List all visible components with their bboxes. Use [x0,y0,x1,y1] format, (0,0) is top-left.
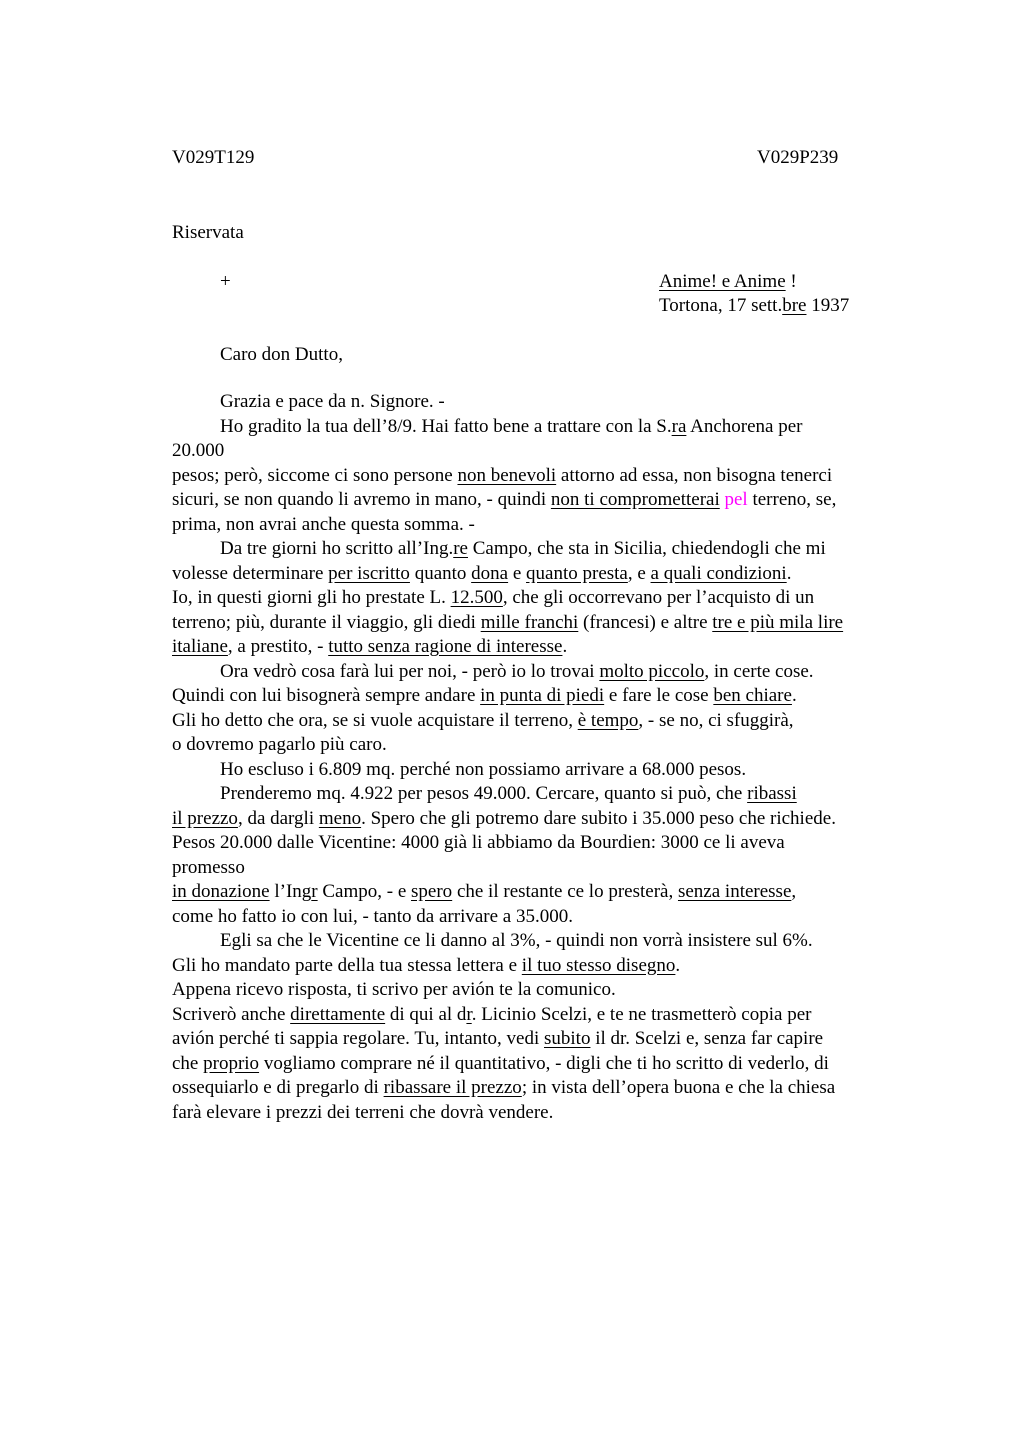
underlined-text: direttamente [290,1003,386,1025]
text-run: avión perché ti sappia regolare. Tu, intanto, vedi [172,1028,544,1049]
text-run: . Licinio Scelzi, e te ne trasmetterò copia per [471,1003,812,1025]
underlined-text: re [453,538,468,559]
underlined-text: ben chiare [713,685,792,706]
underlined-text: dona [471,562,509,584]
text-run: che il restante ce lo presterà, [452,881,678,902]
text-run: come ho fatto io con lui, - tanto da arrivare a 35.000. [172,905,573,927]
text-run: Scriverò anche [172,1003,291,1025]
body-line [172,1052,912,1077]
text-run: e fare le cose [604,685,714,706]
text-run: o dovremo pagarlo più caro. [172,734,387,755]
body-line [172,709,912,734]
body-line [172,807,912,832]
underlined-text: mille franchi [480,611,579,633]
body-line [172,733,912,758]
motto [659,270,797,295]
body-line [172,513,912,538]
underlined-text: è tempo [577,709,639,731]
underlined-text: ra [671,415,687,437]
underlined-text: tre e più mila lire [712,611,844,633]
body-line [172,1003,912,1028]
body-line [172,684,912,709]
text-run: terreno; più, durante il viaggio, gli diedi [172,611,481,633]
underlined-text: r [466,1003,472,1025]
text-run: pel [724,489,748,510]
text-run: . [791,685,797,706]
text-run: , e [627,562,651,584]
underlined-text: 12.500 [450,587,503,608]
body-line [172,978,912,1003]
body-line [172,537,912,562]
body-line [172,439,912,464]
text-run: Prenderemo mq. 4.922 per pesos 49.000. Cercare, quanto si può, che [220,783,748,804]
underlined-text: italiane [172,636,228,657]
text-run: e [508,562,527,584]
underlined-text: non benevoli [457,464,557,486]
text-run: quanto [409,562,472,584]
text-run: vogliamo comprare né il quantitativo, - digli che ti ho scritto di vederlo, di [259,1052,829,1074]
text-run: , a prestito, - [227,636,329,657]
underlined-text: ribassare il prezzo [383,1077,522,1098]
text-run: Quindi con lui bisognerà sempre andare [172,685,481,706]
underlined-text: in punta di piedi [480,685,605,706]
salutation: Caro don Dutto, [220,344,343,365]
text-run: sicuri, se non quando li avremo in mano, - quindi [172,489,551,510]
body-line [172,611,912,636]
text-run: ; in vista dell’opera buona e che la chiesa [521,1077,836,1098]
text-run: di qui al d [385,1003,467,1025]
underlined-text: subito [544,1028,591,1049]
text-run: . [786,562,792,584]
body-line [172,856,912,881]
text-run: , - se no, ci sfuggirà, [638,709,794,731]
motto-text: Anime! e Anime [659,271,786,292]
place-date-prefix: Tortona, 17 sett. [659,295,783,316]
text-run: Campo, - e [317,881,412,902]
body-line [172,635,912,660]
text-run: Campo, che sta in Sicilia, chiedendogli che mi [467,538,826,559]
underlined-text: per iscritto [328,562,410,584]
body-line [172,1027,912,1052]
body-line [172,880,912,905]
text-run: Appena ricevo risposta, ti scrivo per avión te la comunico. [172,979,616,1000]
text-run: pesos; però, siccome ci sono persone [172,464,458,486]
underlined-text: il tuo stesso disegno [521,954,676,976]
underlined-text: r [311,881,318,902]
body-line [172,562,912,587]
text-run: Gli ho mandato parte della tua stessa lettera e [172,954,522,976]
body-line [172,415,912,440]
underlined-text: molto piccolo [599,660,705,682]
text-run: Io, in questi giorni gli ho prestate L. [172,587,451,608]
text-run: terreno, se, [747,489,837,510]
text-run: ossequiarlo e di pregarlo di [172,1077,384,1098]
text-run: Ora vedrò cosa farà lui per noi, - però io lo trovai [220,660,600,682]
body-line [172,758,912,783]
text-run: Pesos 20.000 dalle Vicentine: 4000 già li abbiamo da Bourdien: 3000 ce li aveva [172,832,785,853]
body-line [172,488,912,513]
text-run: che [172,1052,204,1074]
text-run: , che gli occorrevano per l’acquisto di un [502,587,815,608]
body-line [172,390,912,415]
body-line [172,831,912,856]
underlined-text: non ti comprometterai [550,489,720,510]
underlined-text: quanto presta [526,562,628,584]
text-run: volesse determinare [172,562,329,584]
text-run: Ho gradito la tua dell’8/9. Hai fatto bene a trattare con la S. [220,415,672,437]
underlined-text: spero [411,881,453,902]
text-run: Da tre giorni ho scritto all’Ing. [220,538,454,559]
body-line [172,954,912,979]
text-run: , in certe cose. [704,660,814,682]
text-run: , da dargli [237,807,319,829]
body-line [172,586,912,611]
underlined-text: meno [318,807,362,829]
underlined-text: senza interesse [677,881,792,902]
underlined-text: il prezzo [172,807,238,829]
underlined-text: proprio [203,1052,260,1074]
underlined-text: in donazione [172,881,270,902]
underlined-text: a quali condizioni [650,562,787,584]
text-run: Egli sa che le Vicentine ce li danno al 3%, - quindi non vorrà insistere sul 6%. [220,930,813,951]
text-run: . Spero che gli potremo dare subito i 35.000 peso che richiede. [361,807,836,829]
letter-body [172,390,912,1125]
body-line [172,782,912,807]
body-line [172,1101,912,1126]
document-code-left: V029T129 [172,147,255,168]
text-run: , [791,881,797,902]
body-line [172,929,912,954]
text-run: 20.000 [172,440,225,461]
body-line [172,464,912,489]
body-line [172,1076,912,1101]
riservata-label: Riservata [172,222,244,243]
body-line [172,660,912,685]
text-run: Ho escluso i 6.809 mq. perché non possiamo arrivare a 68.000 pesos. [220,758,747,780]
text-run: l’Ing [269,881,312,902]
text-run: Anchorena per [686,415,803,437]
underlined-text: tutto senza ragione di interesse [328,636,563,657]
text-run: promesso [172,856,245,878]
text-run: prima, non avrai anche questa somma. - [172,513,475,535]
place-date [659,294,849,319]
motto-suffix: ! [785,271,797,292]
document-code-right: V029P239 [757,147,839,168]
text-run: il dr. Scelzi e, senza far capire [590,1028,824,1049]
cross-symbol: + [220,271,231,292]
text-run: . [562,636,568,657]
text-run: Gli ho detto che ora, se si vuole acquistare il terreno, [172,709,578,731]
text-run: Grazia e pace da n. Signore. - [220,391,445,412]
text-run: attorno ad essa, non bisogna tenerci [556,464,833,486]
text-run: (francesi) e altre [578,611,713,633]
body-line [172,905,912,930]
place-date-year: 1937 [806,295,850,316]
underlined-text: ribassi [747,783,797,804]
place-date-abbrev: bre [782,295,807,316]
text-run: farà elevare i prezzi dei terreni che dovrà vendere. [172,1101,554,1123]
text-run: . [675,954,681,976]
